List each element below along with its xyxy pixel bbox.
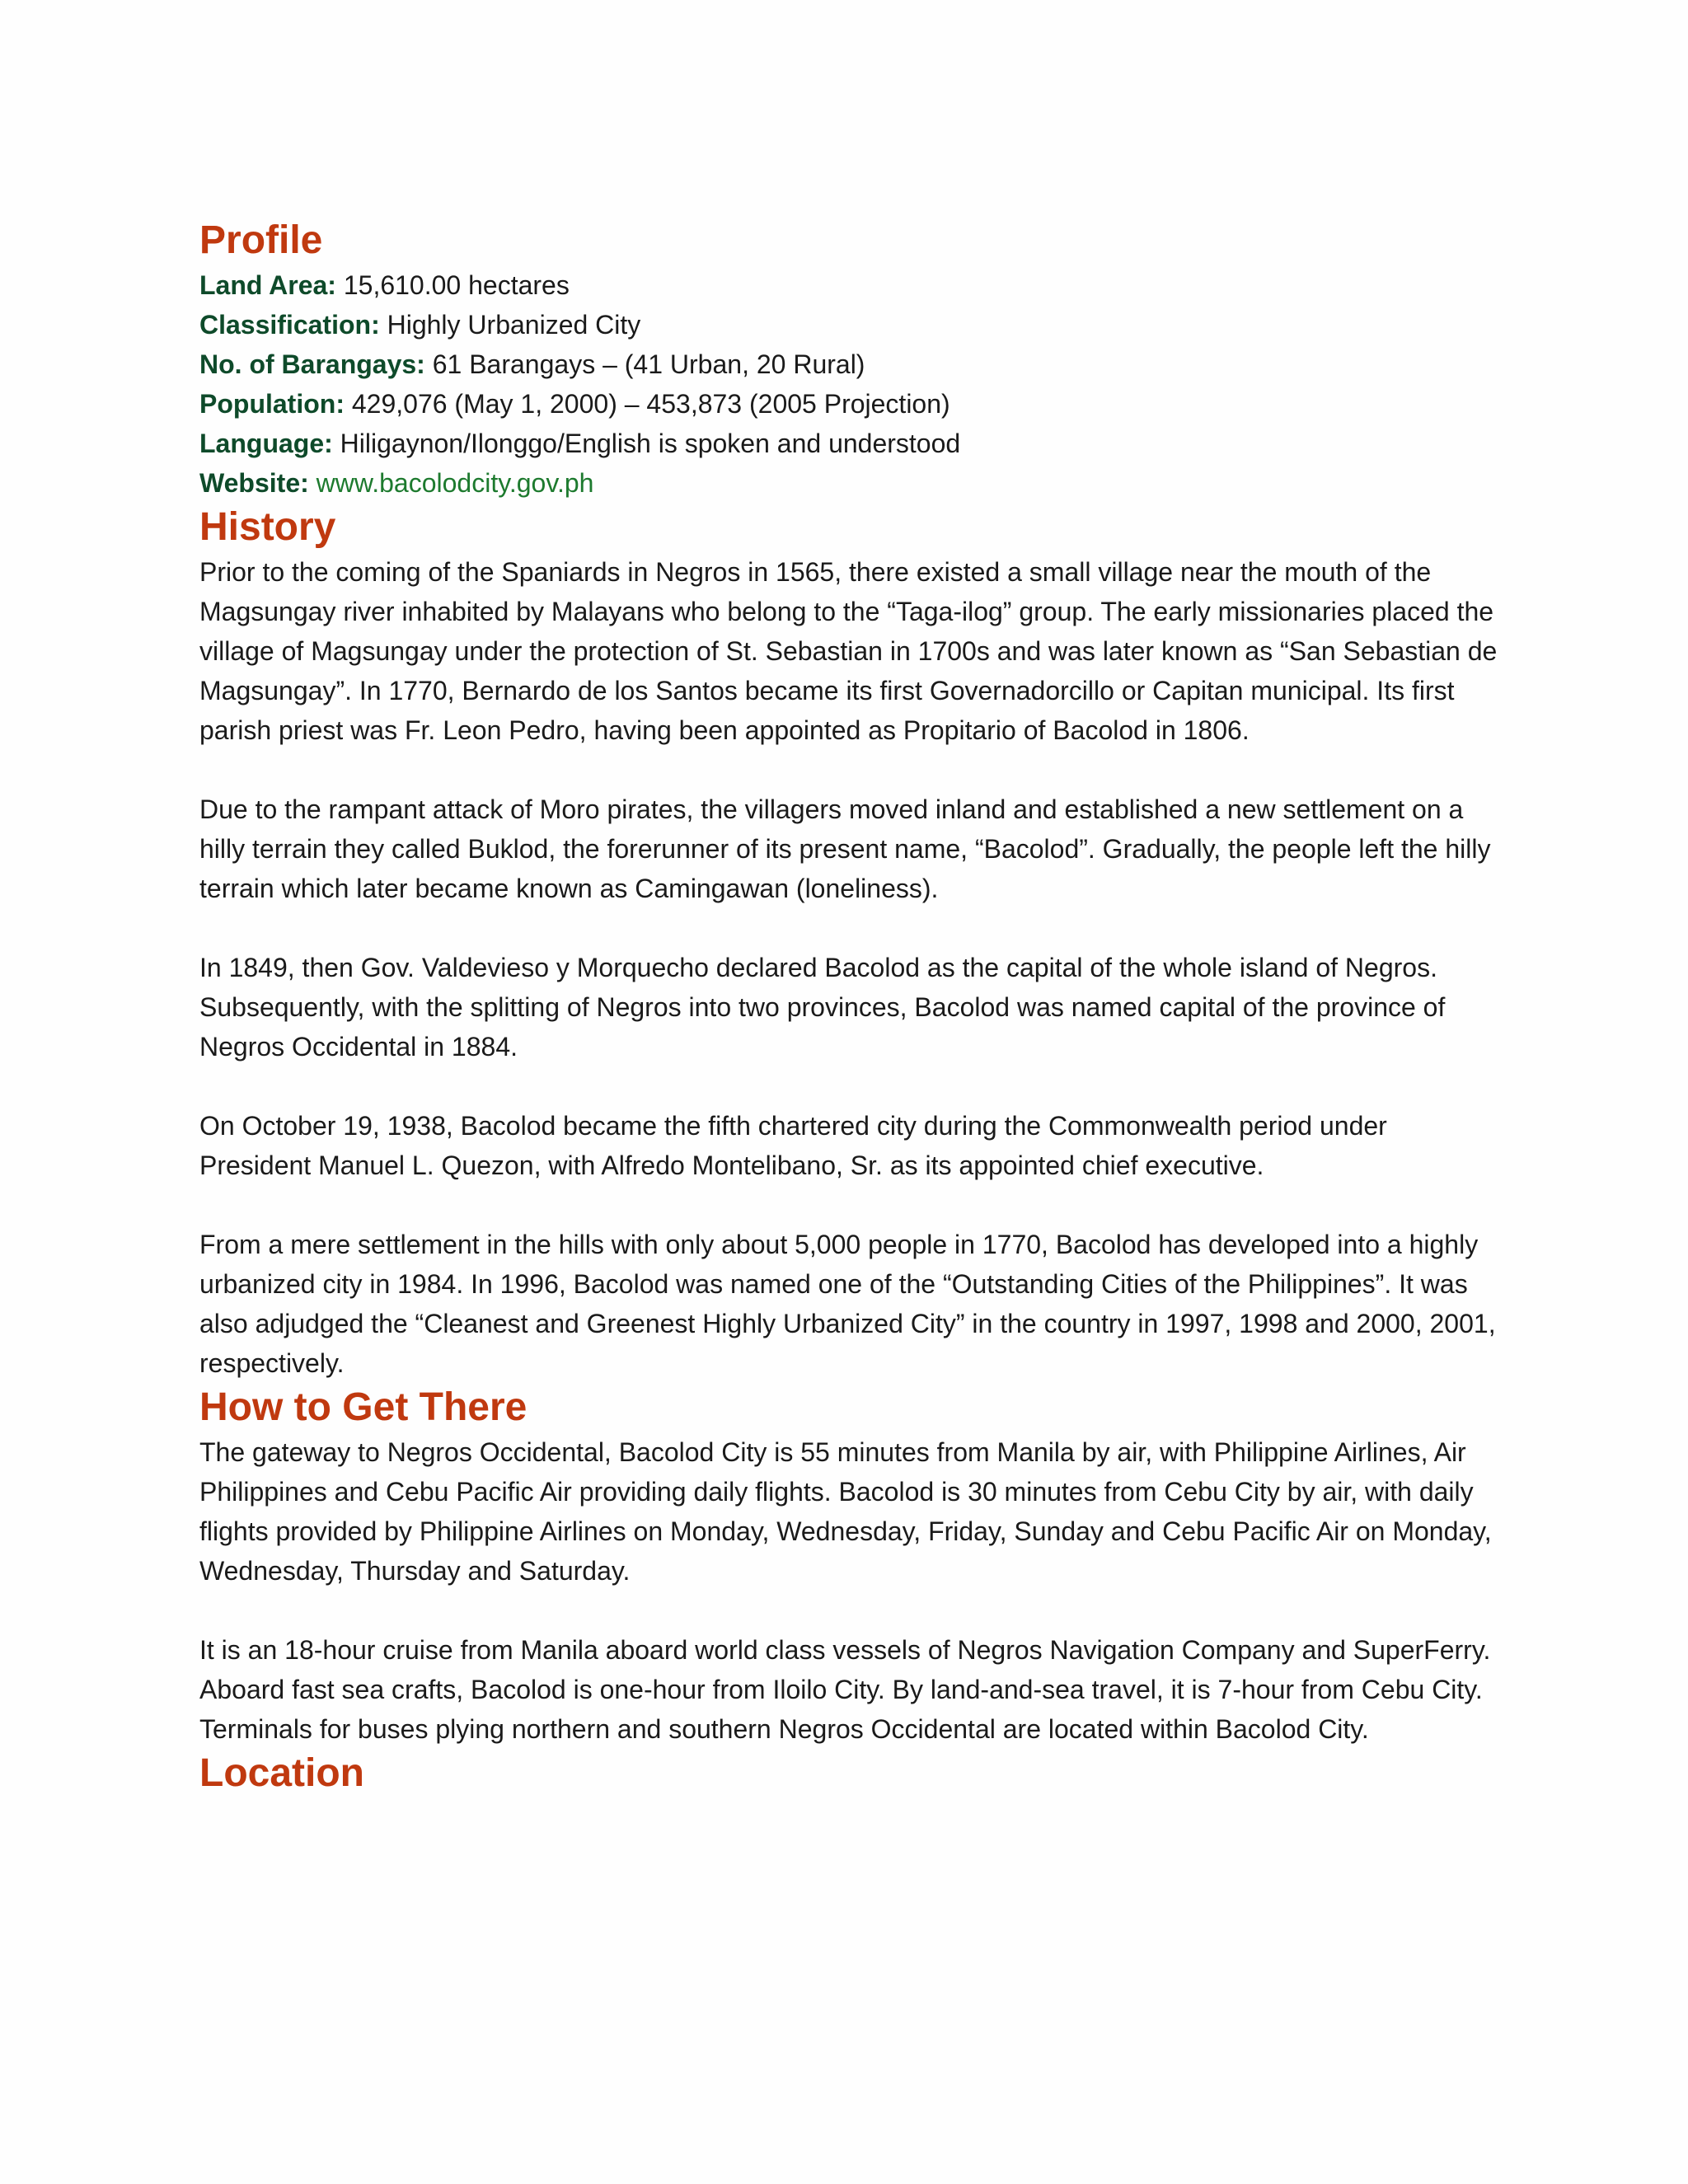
profile-heading: Profile <box>199 218 323 262</box>
profile-row-barangays <box>199 344 1502 384</box>
profile-list <box>199 265 1502 503</box>
history-heading: History <box>199 505 336 549</box>
website-link[interactable]: www.bacolodcity.gov.ph <box>316 468 594 498</box>
location-heading: Location <box>199 1751 364 1795</box>
travel-paragraph: The gateway to Negros Occidental, Bacolod City is 55 minutes from Manila by air, with Philippine Airlines, Air Philippines and Cebu Pacific Air providing daily flights. Bacolod is 30 minutes from Cebu City by air, with daily flights provided by Philippine Airlines on Monday, Wednesday, Friday, Sunday and Cebu Pacific Air on Monday, Wednesday, Thursday and Saturday. <box>199 1437 1492 1586</box>
history-paragraph: Due to the rampant attack of Moro pirates, the villagers moved inland and established a new settlement on a hilly terrain they called Buklod, the forerunner of its present name, “Bacolod”. Gradually, the people left the hilly terrain which later became known as Camingawan (loneliness). <box>199 794 1491 903</box>
profile-label: No. of Barangays: <box>199 349 425 379</box>
history-paragraph: In 1849, then Gov. Valdevieso y Morquecho declared Bacolod as the capital of the whole island of Negros. Subsequently, with the splitting of Negros into two provinces, Bacolod was named capital of the province of Negros Occidental in 1884. <box>199 953 1446 1062</box>
profile-value: 15,610.00 hectares <box>335 270 570 300</box>
history-paragraph: Prior to the coming of the Spaniards in Negros in 1565, there existed a small village near the mouth of the Magsungay river inhabited by Malayans who belong to the “Taga-ilog” group. The early missionaries placed the village of Magsungay under the protection of St. Sebastian in 1700s and was later known as “San Sebastian de Magsungay”. In 1770, Bernardo de los Santos became its first Governadorcillo or Capitan municipal. Its first parish priest was Fr. Leon Pedro, having been appointed as Propitario of Bacolod in 1806. <box>199 557 1498 745</box>
how-to-get-there-heading: How to Get There <box>199 1385 528 1429</box>
profile-row-land-area <box>199 265 1502 305</box>
profile-label: Land Area: <box>199 270 336 300</box>
profile-value: 61 Barangays – (41 Urban, 20 Rural) <box>424 349 865 379</box>
profile-value: Hiligaynon/Ilonggo/English is spoken and understood <box>332 429 961 458</box>
profile-row-classification <box>199 305 1502 344</box>
history-paragraph: On October 19, 1938, Bacolod became the fifth chartered city during the Commonwealth period under President Manuel L. Quezon, with Alfredo Montelibano, Sr. as its appointed chief executive. <box>199 1111 1387 1180</box>
document-page <box>199 216 1502 1798</box>
profile-label: Classification: <box>199 310 380 340</box>
profile-row-population <box>199 384 1502 424</box>
profile-label: Website: <box>199 468 309 498</box>
profile-row-website <box>199 463 1502 503</box>
profile-label: Language: <box>199 429 333 458</box>
profile-row-language <box>199 424 1502 463</box>
profile-value: Highly Urbanized City <box>379 310 641 340</box>
profile-label: Population: <box>199 389 345 419</box>
profile-value: 429,076 (May 1, 2000) – 453,873 (2005 Projection) <box>344 389 950 419</box>
travel-paragraph: It is an 18-hour cruise from Manila aboard world class vessels of Negros Navigation Company and SuperFerry. Aboard fast sea crafts, Bacolod is one-hour from Iloilo City. By land-and-sea travel, it is 7-hour from Cebu City. Terminals for buses plying northern and southern Negros Occidental are located within Bacolod City. <box>199 1635 1491 1744</box>
history-paragraph: From a mere settlement in the hills with only about 5,000 people in 1770, Bacolod has developed into a highly urbanized city in 1984. In 1996, Bacolod was named one of the “Outstanding Cities of the Philippines”. It was also adjudged the “Cleanest and Greenest Highly Urbanized City” in the country in 1997, 1998 and 2000, 2001, respectively. <box>199 1230 1496 1378</box>
